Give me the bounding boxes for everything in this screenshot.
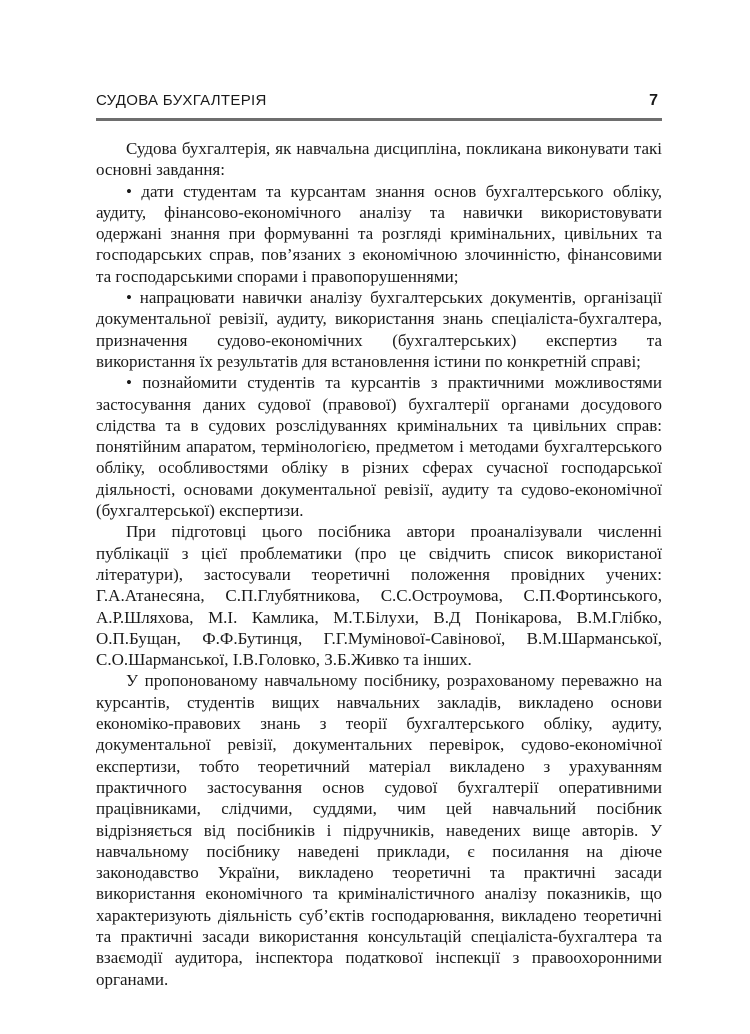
intro-paragraph: Судова бухгалтерія, як навчальна дисципліна, покликана виконувати такі основні завдання: <box>96 139 662 180</box>
body-paragraph: У пропонованому навчальному посібнику, розрахованому переважно на курсантів, студентів вищих навчальних закладів, викладено основи економіко-правових знань з теорії бухгалтерського обліку, аудиту, документальної ревізії, документальних перевірок, судово-економічної експертизи, тобто теоретичний матеріал викладено з урахуванням практичного застосування основ судової бухгалтерії оперативними працівниками, слідчими, суддями, чим цей навчальний посібник відрізняється від посібників і підручників, наведених вище авторів. У навчальному посібнику наведені приклади, є посилання на діюче законодавство України, викладено теоретичні та практичні засади використання економічного та криміналістичного аналізу показників, що характеризують діяльність суб’єктів господарювання, викладено теоретичні та практичні засади використання консультацій спеціаліста-бухгалтера та взаємодії аудитора, інспектора податкової інспекції з правоохоронними органами. <box>96 671 662 989</box>
bullet-item: • познайомити студентів та курсантів з практичними можливостями застосування даних судової (правової) бухгалтерії органами досудового слідства та в судових розслідуваннях кримінальних та цивільних справ: понятійним апаратом, термінологією, предметом і методами бухгалтерського обліку, особливостями обліку в різних сферах сучасної господарської діяльності, основами документальної ревізії, аудиту та судово-економічної (бухгалтерської) експертизи. <box>96 373 662 521</box>
page-number: 7 <box>649 92 658 109</box>
bullet-item: • дати студентам та курсантам знання основ бухгалтерського обліку, аудиту, фінансово-економічного аналізу та навички використовувати одержані знання при формуванні та розгляді кримінальних, цивільних та господарських справ, пов’язаних з економічною злочинністю, фінансовими та господарськими спорами і правопорушеннями; <box>96 181 662 286</box>
running-header <box>96 92 660 116</box>
body-text <box>96 138 662 990</box>
running-title: СУДОВА БУХГАЛТЕРІЯ <box>96 92 267 109</box>
bullet-item: • напрацювати навички аналізу бухгалтерських документів, організації документальної ревізії, аудиту, використання знань спеціаліста-бухгалтера, призначення судово-економічних (бухгалтерських) експертиз та використання їх результатів для встановлення істини по конкретній справі; <box>96 288 662 371</box>
body-paragraph: При підготовці цього посібника автори проаналізували численні публікації з цієї проблематики (про це свідчить список використаної літератури), застосували теоретичні положення провідних учених: Г.А.Атанесяна, С.П.Глубятникова, С.С.Остроумова, С.П.Фортинського, А.Р.Шляхова, М.І. Камлика, М.Т.Білухи, В.Д Понікарова, В.М.Глібко, О.П.Бущан, Ф.Ф.Бутинця, Г.Г.Мумінової-Савінової, В.М.Шарманської, С.О.Шарманської, І.В.Головко, З.Б.Живко та інших. <box>96 522 662 670</box>
header-divider <box>96 118 662 121</box>
